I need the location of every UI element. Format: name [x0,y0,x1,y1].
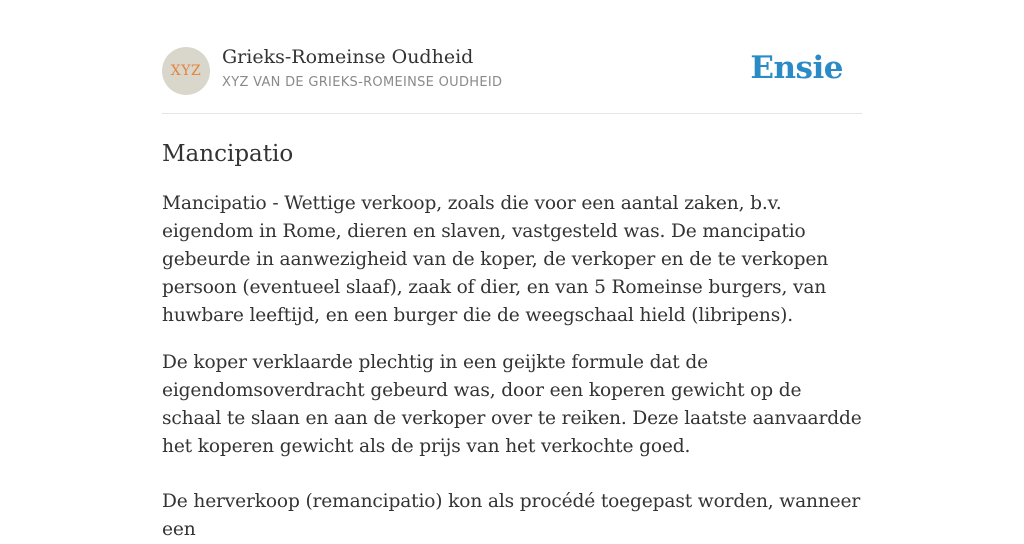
article-paragraph-3: De herverkoop (remancipatio) kon als procédé toegepast worden, wanneer een [162,491,861,540]
publication-title-link[interactable]: Grieks-Romeinse Oudheid [222,46,474,68]
publication-avatar[interactable] [162,47,210,95]
article-paragraph-2: De koper verklaarde plechtig in een geijkte formule dat de eigendomsoverdracht gebeurd was, door een koperen gewicht op de schaal te slaan en aan de verkoper over te reiken. Deze laatste aanvaardde het koperen gewicht als de prijs van het verkochte goed. [162,352,862,457]
article-paragraph-1: Mancipatio - Wettige verkoop, zoals die voor een aantal zaken, b.v. eigendom in Rome, dieren en slaven, vastgesteld was. De mancipatio gebeurde in aanwezigheid van de koper, de verkoper en de te verkopen persoon (eventueel slaaf), zaak of dier, en van 5 Romeinse burgers, van huwbare leeftijd, en een burger die de weegschaal hield (libripens). [162,193,829,326]
avatar-label: XYZ [170,63,202,79]
page-container [162,0,862,544]
publication-header [162,0,862,114]
publication-subtitle-link[interactable]: XYZ VAN DE GRIEKS-ROMEINSE OUDHEID [222,75,503,90]
article-title: Mancipatio [162,141,294,167]
ensie-logo[interactable]: Ensie [750,50,843,86]
